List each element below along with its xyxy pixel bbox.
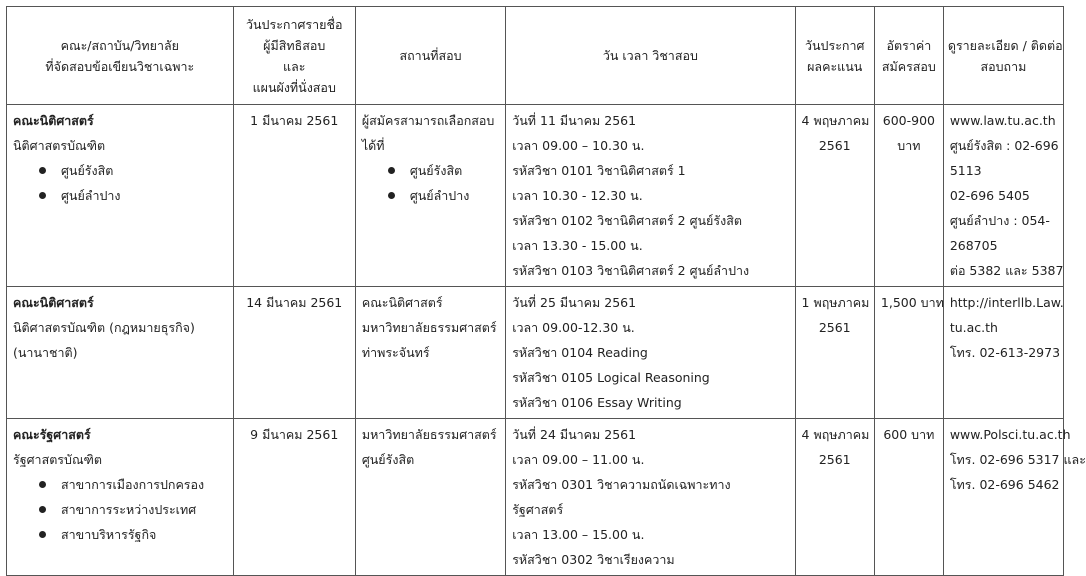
table-row [7,287,1064,419]
result-date: 2561 [818,138,851,153]
result-date-cell [795,419,874,576]
header-fee [874,7,943,105]
fee-cell [874,287,943,419]
contact-line: โทร. 02-696 5462 [949,477,1060,492]
venue-line: ท่าพระจันทร์ [361,345,430,360]
fee-value: 1,500 บาท [880,295,944,310]
schedule-line: เวลา 09.00 – 10.30 น. [512,138,645,153]
header-venue [355,7,505,105]
table-row [7,105,1064,287]
schedule-line: เวลา 13.00 – 15.00 น. [512,527,645,542]
contact-cell [943,287,1063,419]
header-schedule [506,7,795,105]
faculty-program: (นานาชาติ) [13,345,78,360]
header-line: ที่จัดสอบข้อเขียนวิชาเฉพาะ [45,58,195,74]
faculty-cell [7,287,234,419]
schedule-line: วันที่ 25 มีนาคม 2561 [512,295,637,310]
header-line: อัตราค่า [886,37,932,53]
schedule-line: รัฐศาสตร์ [512,502,564,517]
announce-date-cell [233,105,355,287]
contact-line: http://interllb.Law. [949,295,1064,310]
header-line: ดูรายละเอียด / ติดต่อ [947,37,1063,53]
faculty-bullet-list [13,472,227,547]
contact-line: www.Polsci.tu.ac.th [949,427,1071,442]
schedule-cell [506,287,795,419]
schedule-line: วันที่ 24 มีนาคม 2561 [512,427,637,442]
schedule-line: รหัสวิชา 0103 วิชานิติศาสตร์ 2 ศูนย์ลำปาง [512,263,750,278]
faculty-cell [7,419,234,576]
result-date: 1 พฤษภาคม [801,295,870,310]
header-line: สถานที่สอบ [399,48,462,63]
contact-line: โทร. 02-696 5317 และ [949,452,1086,467]
schedule-line: รหัสวิชา 0301 วิชาความถนัดเฉพาะทาง [512,477,731,492]
schedule-cell [506,419,795,576]
venue-cell [355,287,505,419]
schedule-line: รหัสวิชา 0105 Logical Reasoning [512,370,710,385]
schedule-line: เวลา 13.30 - 15.00 น. [512,238,643,253]
faculty-bullet-list [13,158,227,208]
header-line: ผู้มีสิทธิสอบ [263,37,326,53]
result-date: 2561 [818,320,851,335]
schedule-line: รหัสวิชา 0104 Reading [512,345,648,360]
header-line: วันประกาศรายชื่อ [245,16,343,32]
contact-line: ต่อ 5382 และ 5387 [949,263,1064,278]
fee-value: บาท [897,138,921,153]
announce-date-cell [233,419,355,576]
result-date-cell [795,105,874,287]
contact-line: 268705 [949,238,998,253]
list-item: ศูนย์ลำปาง [39,183,227,208]
header-line: วันประกาศ [804,37,865,53]
list-item: ศูนย์ลำปาง [388,183,499,208]
announce-date: 14 มีนาคม 2561 [246,295,343,310]
header-line: ผลคะแนน [807,58,863,74]
schedule-line: เวลา 10.30 - 12.30 น. [512,188,643,203]
contact-line: 5113 [949,163,982,178]
contact-line: ศูนย์ลำปาง : 054- [949,213,1050,228]
venue-line: มหาวิทยาลัยธรรมศาสตร์ [361,427,497,442]
result-date: 4 พฤษภาคม [801,113,870,128]
contact-line: 02-696 5405 [949,188,1030,203]
venue-line: ผู้สมัครสามารถเลือกสอบ [361,113,495,128]
venue-cell [355,419,505,576]
result-date-cell [795,287,874,419]
fee-value: 600 บาท [883,427,935,442]
schedule-line: เวลา 09.00-12.30 น. [512,320,635,335]
contact-cell [943,419,1086,576]
fee-value: 600-900 [882,113,935,128]
venue-cell [355,105,505,287]
faculty-program: นิติศาสตรบัณฑิต (กฎหมายธุรกิจ) [13,320,195,335]
list-item: ศูนย์รังสิต [39,158,227,183]
header-line: แผนผังที่นั่งสอบ [252,79,336,95]
schedule-line: รหัสวิชา 0106 Essay Writing [512,395,682,410]
faculty-title: คณะรัฐศาสตร์ [13,427,91,442]
header-line: วัน เวลา วิชาสอบ [602,48,698,63]
header-line: คณะ/สถาบัน/วิทยาลัย [60,37,180,53]
announce-date: 1 มีนาคม 2561 [250,113,339,128]
schedule-line: รหัสวิชา 0302 วิชาเรียงความ [512,552,675,567]
venue-line: มหาวิทยาลัยธรรมศาสตร์ [361,320,497,335]
venue-bullet-list [362,158,499,208]
venue-line: ศูนย์รังสิต [361,452,415,467]
contact-line: www.law.tu.ac.th [949,113,1056,128]
faculty-title: คณะนิติศาสตร์ [13,295,94,310]
header-announce-date [233,7,355,105]
header-line: สอบถาม [980,58,1027,74]
fee-cell [874,105,943,287]
announce-date-cell [233,287,355,419]
header-line: และ [283,58,306,74]
list-item: สาขาการระหว่างประเทศ [39,497,227,522]
header-line: สมัครสอบ [881,58,936,74]
schedule-line: รหัสวิชา 0102 วิชานิติศาสตร์ 2 ศูนย์รังสิต [512,213,742,228]
faculty-cell [7,105,234,287]
header-result-date [795,7,874,105]
faculty-title: คณะนิติศาสตร์ [13,113,94,128]
faculty-program: รัฐศาสตรบัณฑิต [13,452,103,467]
list-item: สาขาการเมืองการปกครอง [39,472,227,497]
fee-cell [874,419,943,576]
contact-line: ศูนย์รังสิต : 02-696 [949,138,1059,153]
venue-line: คณะนิติศาสตร์ [361,295,443,310]
list-item: ศูนย์รังสิต [388,158,499,183]
contact-line: โทร. 02-613-2973 [949,345,1061,360]
table-row [7,419,1064,576]
header-row [7,7,1064,105]
venue-line: ได้ที่ [361,138,385,153]
faculty-program: นิติศาสตรบัณฑิต [13,138,106,153]
header-faculty [7,7,234,105]
announce-date: 9 มีนาคม 2561 [250,427,339,442]
result-date: 2561 [818,452,851,467]
schedule-line: เวลา 09.00 – 11.00 น. [512,452,645,467]
contact-cell [943,105,1063,287]
schedule-line: วันที่ 11 มีนาคม 2561 [512,113,637,128]
schedule-cell [506,105,795,287]
exam-schedule-table [6,6,1086,576]
schedule-line: รหัสวิชา 0101 วิชานิติศาสตร์ 1 [512,163,686,178]
result-date: 4 พฤษภาคม [801,427,870,442]
header-contact [943,7,1063,105]
list-item: สาขาบริหารรัฐกิจ [39,522,227,547]
contact-line: tu.ac.th [949,320,998,335]
